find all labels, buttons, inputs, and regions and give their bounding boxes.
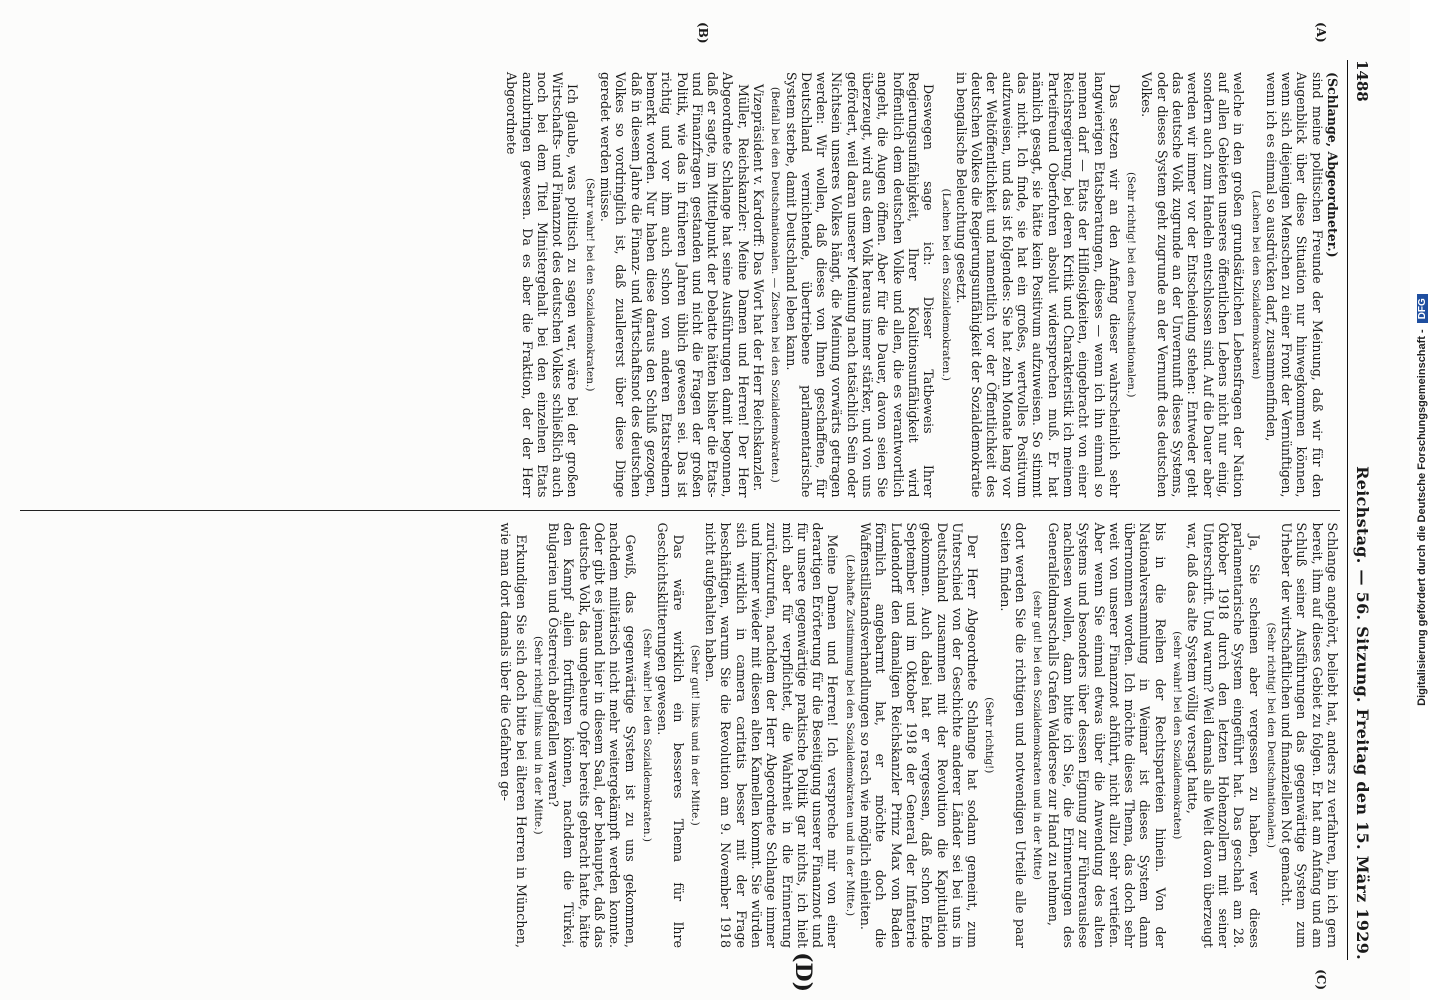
paragraph: Meine Damen und Herren! Ich verspreche mir von einer derartigen Erörterung für die Beseitigung unserer Finanznot und für unsere gegenwärtige praktische Politik gar nichts, ich hielt mich aber für verpflichtet, die Wahrheit in die Erinnerung zurückzurufen, nachdem der Herr Abgeordnete Schlange immer und immer wieder mit diesen alten Kamellen kommt. Sie würden sich wirklich in camera caritatis besser mit der Frage beschäftigen, warum Sie die Revolution am 9. November 1918 nicht aufgehalten haben. [703,522,841,948]
interjection: (Lachen bei den Sozialdemokraten.) [939,188,952,381]
interjection: (Sehr gut! links und in der Mitte.) [688,644,701,826]
dfg-logo: DFG [1417,294,1428,323]
paragraph: Erkundigen Sie sich doch bitte bei älteren Herren in München, wie man dort damals über die Gefahren ge- [498,522,529,948]
paragraph: bis in die Reihen der Rechtsparteien hinein. Von der Nationalversammlung in Weimar ist dieses System dann übernommen worden. Ich möchte dieses Thema, das doch sehr weit von unserer Finanznot abführt, nicht allzu sehr vertiefen. Aber wenn Sie einmal etwas über die Anwendung des alten Systems und besonders über dessen Eignung zur Führerauslese nachlesen wollen, dann bitte ich Sie, die Erinnerungen des Generalfeldmarschalls Grafen Waldersee zur Hand zu nehmen, [1045,522,1168,948]
paragraph: sind meine politischen Freunde der Meinung, daß wir für den Augenblick über diese Situation nur hinwegkommen können, wenn sich diejenigen Menschen zu einer Front der Vernünftigen, wenn ich es einmal so ausdrücken darf, zusammenfinden, [1263,72,1325,498]
interjection: (sehr wahr! bei den Sozialdemokraten) [1171,631,1184,840]
paragraph: dort werden Sie die richtigen und notwendigen Urteile alle paar Seiten finden. [997,522,1029,948]
interjection: (Beifall bei den Deutschnationalen. — Zischen bei den Sozialdemokraten.) [769,86,782,483]
interjection: (Sehr richtig! links und in der Mitte.) [531,635,544,835]
page-header [1347,60,1370,960]
interjection: (sehr gut! bei den Sozialdemokraten und in der Mitte) [1031,590,1044,880]
paragraph: Gewiß, das gegenwärtige System ist zu uns gekommen, nachdem militärisch nicht mehr weitergekämpft werden konnte. Oder gibt es jemand hier in diesem Saal, der behauptet, daß das deutsche Volk, das ungeheure Opfer bereits gebracht hatte, hätte den Kampf allein fortführen können, nachdem die Türkei, Bulgarien und Österreich abgefallen waren? [546,522,638,948]
paragraph: Deswegen sage ich: Dieser Tatbeweis Ihrer Regierungsunfähigkeit, Ihrer Koalitionsunfähigkeit wird hoffentlich dem deutschen Volke und allen, die es verantwortlich angeht, die Augen öffnen. Aber für die Dauer, davon seien Sie überzeugt, wird aus dem Volk heraus immer stärker, und von uns gefördert, weil daran unserer Meinung nach tatsächlich Sein oder Nichtsein unseres Volkes hängt, die Meinung vorwärts getragen werden: Wir wollen, daß dieses von Ihnen geschaffene, für Deutschland vernichtende, übertriebene parlamentarische System sterbe, damit Deutschland leben kann. [783,72,937,498]
left-column [20,60,1340,510]
page-number: 1488 [1353,60,1371,102]
interjection: (Sehr richtig! bei den Deutschnationalen.) [1125,171,1138,398]
paragraph: Das wäre wirklich ein besseres Thema für Ihre Geschichtsklitterungen gewesen. [655,522,686,948]
paragraph: welche in den großen grundsätzlichen Lebensfragen der Nation auf allen Gebieten unseres öffentlichen Lebens nicht nur einig, sondern auch zum Handeln entschlossen sind. Auf die Dauer aber werden wir immer vor der Entscheidung stehen: Entweder geht das deutsche Volk zugrunde an der Unvernunft dieses Systems, oder dieses System geht zugrunde an der Vernunft des deutschen Volkes. [1139,72,1247,498]
interjection: (Lachen bei den Sozialdemokraten) [1249,190,1262,380]
credit-text: Digitalisierung gefördert durch die Deutsche Forschungsgemeinschaft - [1416,329,1428,706]
margin-mark-a: (A) [1314,22,1328,43]
interjection: (Sehr richtig! bei den Deutschnationalen.) [1264,622,1277,849]
interjection: (Sehr wahr! bei den Sozialdemokraten.) [640,628,653,842]
interjection: (Sehr richtig!) [983,697,996,774]
margin-mark-b: (B) [696,22,710,44]
interjection: (Sehr wahr! bei den Sozialdemokraten.) [583,178,596,392]
text-columns [20,60,1340,960]
paragraph: Schlange angehört, beliebt hat, anders zu verfahren, bin ich gern bereit, ihm auf dieses Gebiet zu folgen. Er hat am Anfang und am Schluß seiner Ausführungen das gegenwärtige System zum Urheber der wirtschaftlichen und finanziellen Not gemacht. [1279,522,1340,948]
margin-mark-c: (C) [1314,969,1328,990]
chair-statement: Vizepräsident v. Kardorff: Das Wort hat der Herr Reichskanzler. [751,84,767,492]
interjection: (Lebhafte Zustimmung bei den Sozialdemokraten und in der Mitte.) [843,554,856,917]
paragraph: Ja, Sie scheinen aber vergessen zu haben, wer dieses parlamentarische System eingeführt hat. Das geschah am 28. Oktober 1918 durch den letzten Hohenzollern mit seiner Unterschrift. Und warum? Weil damals alle Welt davon überzeugt war, daß das alte System völlig versagt hatte, [1185,522,1262,948]
paragraph: Müller, Reichskanzler: Meine Damen und Herren! Der Herr Abgeordnete Schlange hat seine Ausführungen damit begonnen, daß er sagte, im Mittelpunkt der Debatte hätten bisher die Etats- und Finanzfragen gestanden und nicht die Fragen der großen Politik, wie das in früheren Jahren üblich gewesen sei. Das ist richtig und vor ihm auch schon von anderen Etatsrednern bemerkt worden. Nur haben diese daraus den Schluß gezogen, daß in diesem Jahre die Finanz- und Wirtschaftsnot des deutschen Volkes so vordringlich ist, daß zuallererst über diese Dinge geredet werden müsse. [598,72,751,498]
speaker-line: (Schlange, Abgeordneter.) [1325,72,1340,258]
paragraph: Das setzen wir an den Anfang dieser wahrscheinlich sehr langwierigen Etatsberatungen, dieses — wenn ich ihn einmal so nennen darf — Etats der Hilflosigkeiten, eingebracht von einer Reichsregierung, bei deren Kritik und Charakteristik ich meinem Parteifreund Oberfohren absolut widersprechen muß. Er hat nämlich gesagt, sie hätte kein Positivum aufzuweisen. So stimmt das nicht. Ich finde, sie hat ein großes, wertvolles Positivum aufzuweisen, und das ist folgendes: Sie hat zehn Monate lang vor der Weltöffentlichkeit und namentlich vor der Öffentlichkeit des deutschen Volkes die Regierungsunfähigkeit der Sozialdemokratie in bengalische Beleuchtung gesetzt. [953,72,1122,498]
right-column [20,510,1340,961]
paragraph: Ich glaube, was politisch zu sagen war, wäre bei der großen Wirtschafts- und Finanznot des deutschen Volkes schließlich auch noch bei dem Titel Ministergehalt bei den einzelnen Etats anzubringen gewesen. Da es aber die Fraktion, der der Herr Abgeordnete [504,72,581,498]
paragraph: Der Herr Abgeordnete Schlange hat sodann gemeint, zum Unterschied von der Geschichte anderer Länder sei bei uns in Deutschland zusammen mit der Revolution die Kapitulation gekommen. Auch dabei hat er vergessen, daß schon Ende September und im Oktober 1918 der General der Infanterie Ludendorff den damaligen Reichskanzler Prinz Max von Baden förmlich angebarmt hat, er möchte doch die Waffenstillstandsverhandlungen so rasch wie möglich einleiten. [858,522,981,948]
digitization-credit [1410,0,1434,1000]
page-title: Reichstag. — 56. Sitzung. Freitag den 15. März 1929. [1353,466,1372,960]
margin-mark-d: (D) [790,952,816,992]
